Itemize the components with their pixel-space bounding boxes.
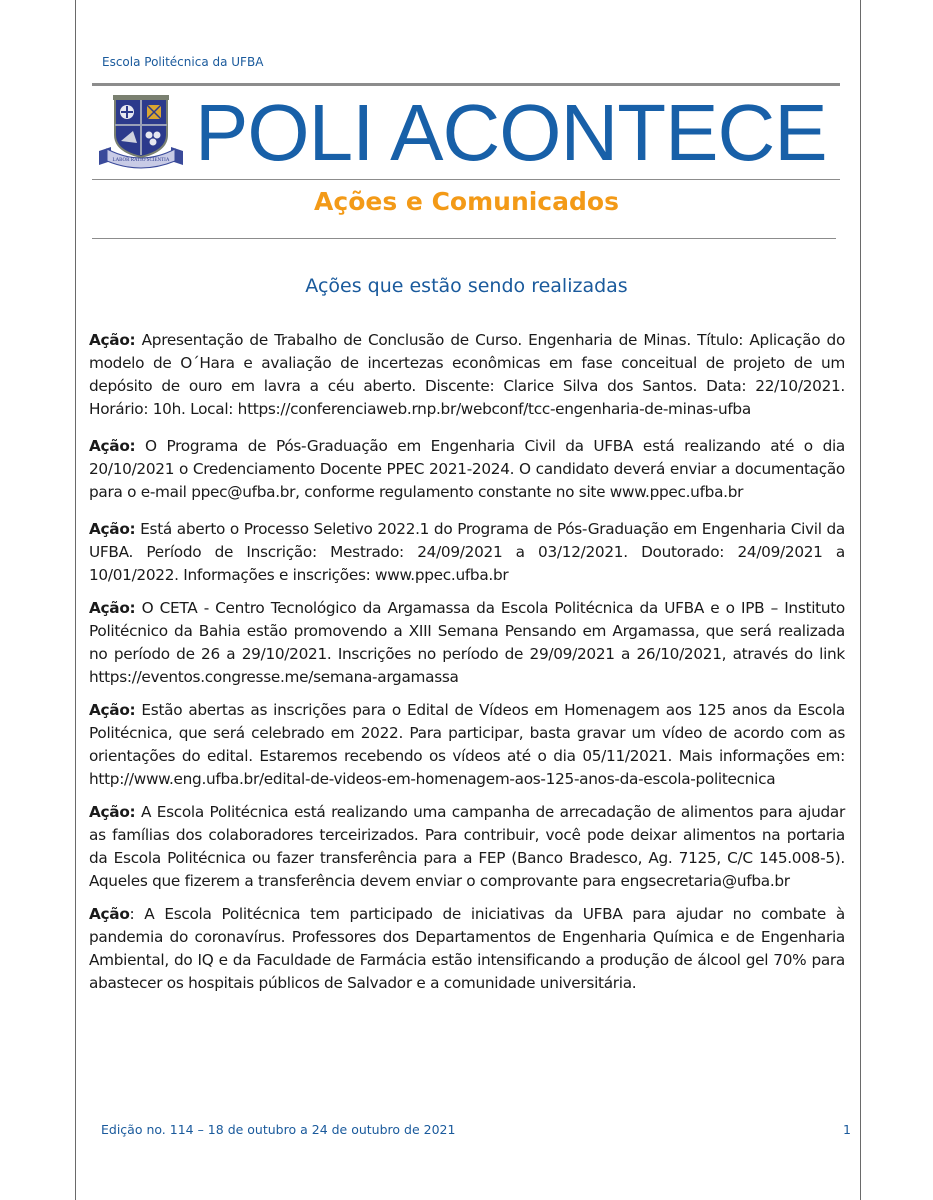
action-text: : A Escola Politécnica tem participado de iniciativas da UFBA para ajudar no combate à pandemia do coronavírus. Professores dos Departamentos de Engenharia Química e de Engenharia Ambiental, do IQ e da Faculdade de Farmácia estão intensificando a produção de álcool gel 70% para abastecer os hospitais públicos de Salvador e a comunidade universitária. (89, 905, 845, 992)
action-item (89, 435, 845, 504)
school-name: Escola Politécnica da UFBA (102, 55, 264, 69)
action-item (89, 903, 845, 995)
action-label: Ação: (89, 599, 136, 617)
action-text: A Escola Politécnica está realizando uma campanha de arrecadação de alimentos para ajudar as famílias dos colaboradores terceirizados. Para contribuir, você pode deixar alimentos na portaria da Escola Politécnica ou fazer transferência para a FEP (Banco Bradesco, Ag. 7125, C/C 145.008-5). Aqueles que fizerem a transferência devem enviar o comprovante para engsecretaria@ufba.br (89, 803, 845, 890)
header-rule-middle (92, 179, 840, 180)
action-label: Ação: (89, 331, 136, 349)
action-label: Ação: (89, 437, 136, 455)
header-rule-top (92, 83, 840, 86)
masthead-title: POLI ACONTECE (195, 88, 827, 177)
action-text: Apresentação de Trabalho de Conclusão de Curso. Engenharia de Minas. Título: Aplicação do modelo de O´Hara e avaliação de incertezas econômicas em fase conceitual de projeto de um depósito de ouro em lavra a céu aberto. Discente: Clarice Silva dos Santos. Data: 22/10/2021. Horário: 10h. Local: https://conferenciaweb.rnp.br/webconf/tcc-engenharia-de-minas-ufba (89, 331, 845, 418)
action-item (89, 699, 845, 791)
footer-page-number: 1 (843, 1122, 851, 1137)
masthead-subtitle: Ações e Comunicados (314, 187, 619, 216)
action-item (89, 518, 845, 587)
ufba-crest-logo (97, 95, 185, 171)
actions-list (89, 329, 845, 1005)
action-item (89, 329, 845, 421)
page-border-right (860, 0, 861, 1200)
action-text: Estão abertas as inscrições para o Edital de Vídeos em Homenagem aos 125 anos da Escola Politécnica, que será celebrado em 2022. Para participar, basta gravar um vídeo de acordo com as orientações do edital. Estaremos recebendo os vídeos até o dia 05/11/2021. Mais informações em: http://www.eng.ufba.br/edital-de-videos-em-homenagem-aos-125-anos-da-escola-politecnica (89, 701, 845, 788)
section-heading: Ações que estão sendo realizadas (305, 275, 628, 297)
page-border-left (75, 0, 76, 1200)
header-rule-bottom (92, 238, 836, 239)
action-item (89, 801, 845, 893)
action-label: Ação (89, 905, 130, 923)
action-text: O Programa de Pós-Graduação em Engenharia Civil da UFBA está realizando até o dia 20/10/2021 o Credenciamento Docente PPEC 2021-2024. O candidato deverá enviar a documentação para o e-mail ppec@ufba.br, conforme regulamento constante no site www.ppec.ufba.br (89, 437, 845, 501)
crest-motto: LABOR RATIO SCIENTIA (112, 158, 170, 163)
footer-edition: Edição no. 114 – 18 de outubro a 24 de outubro de 2021 (101, 1122, 456, 1137)
action-text: O CETA - Centro Tecnológico da Argamassa da Escola Politécnica da UFBA e o IPB – Instituto Politécnico da Bahia estão promovendo a XIII Semana Pensando em Argamassa, que será realizada no período de 26 a 29/10/2021. Inscrições no período de 29/09/2021 a 26/10/2021, através do link https://eventos.congresse.me/semana-argamassa (89, 599, 845, 686)
action-label: Ação: (89, 803, 136, 821)
action-label: Ação: (89, 520, 136, 538)
action-text: Está aberto o Processo Seletivo 2022.1 do Programa de Pós-Graduação em Engenharia Civil da UFBA. Período de Inscrição: Mestrado: 24/09/2021 a 03/12/2021. Doutorado: 24/09/2021 a 10/01/2022. Informações e inscrições: www.ppec.ufba.br (89, 520, 845, 584)
action-label: Ação: (89, 701, 136, 719)
action-item (89, 597, 845, 689)
